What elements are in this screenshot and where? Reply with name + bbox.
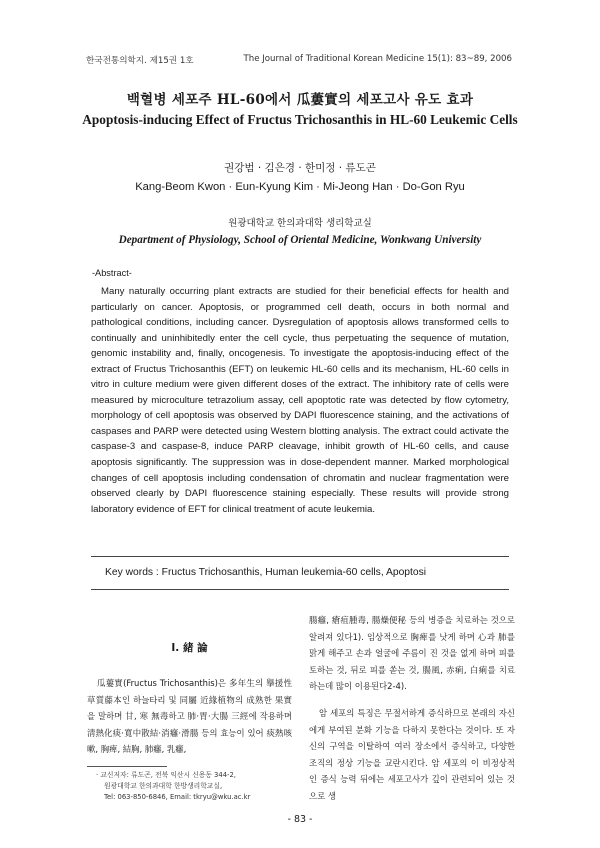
affiliation-korean: 원광대학교 한의과대학 생리학교실 [228,218,372,229]
right-column [309,612,515,815]
keywords-rule-top [91,556,509,557]
abstract-heading: -Abstract- [92,268,132,278]
authors-korean: 권강범 · 김은경 · 한미정 · 류도곤 [224,162,376,174]
keywords: Key words : Fructus Trichosanthis, Human leukemia-60 cells, Apoptosi [105,567,427,578]
affiliation-english: Department of Physiology, School of Oriental Medicine, Wonkwang University [118,234,482,246]
intro-paragraph-left: 瓜蔞實(Fructus Trichosanthis)은 多年生의 擧援性草質藤本인 하늘타리 및 同屬 近緣植物의 成熟한 果實을 말하며 甘, 寒 無毒하고 肺·胃·大腸 三經에 작용하며 淸熱化痰·寬中散結·消癰·滑腸 등의 효능이 있어 痰熱咳嗽, 胸痺, 結胸, 肺癰, 乳癰, [87,678,292,755]
footnote-rule [87,766,167,767]
running-header-korean: 한국전통의학지. 제15권 1호 [86,56,194,66]
section-heading-introduction: I. 緒 論 [171,642,208,654]
running-header-english: The Journal of Traditional Korean Medicine 15(1): 83~89, 2006 [243,54,512,64]
keywords-rule-bottom [91,589,509,590]
intro-paragraph-right-2: 암 세포의 특징은 무절서하게 증식하므로 본래의 자신에게 부여된 분화 기능을 다하지 못한다는 것이다. 또 자신의 구역을 이탈하여 여러 장소에서 증식하고, 다양한 조직의 정상 기능을 교란시킨다. 암 세포의 이 비정상적인 증식 능력 뒤에는 세포고사가 깊이 관련되어 있는 것으로 생 [309,707,515,801]
page-number: - 83 - [287,814,313,825]
title-english: Apoptosis-inducing Effect of Fructus Trichosanthis in HL-60 Leukemic Cells [82,112,518,127]
left-column [87,640,292,758]
intro-paragraph-right-1: 腸癰, 瘡疽腫毒, 腸燥便秘 등의 병증을 치료하는 것으로 알려져 있다1). 임상적으로 胸痺를 낫게 하며 心과 肺를 맑게 해주고 손과 얼굴에 주름이 진 것을 없게 하며 피를 토하는 것, 뒤로 피를 쏟는 것, 腸風, 赤痢, 白痢를 치료하는데 많이 이용된다2-4). [309,615,515,692]
footnote-line-1: · 교신저자: 류도곤, 전북 익산시 신용동 344-2, [96,771,236,779]
authors-english: Kang-Beom Kwon · Eun-Kyung Kim · Mi-Jeong Han · Do-Gon Ryu [135,181,465,193]
footnote-line-3: Tel: 063-850-6846, Email: tkryu@wku.ac.kr [104,792,251,801]
footnote [96,770,296,802]
abstract-body: Many naturally occurring plant extracts are studied for their beneficial effects for health and particularly on cancer. Apoptosis, or programmed cell death, occurs in both normal and pathological conditions, including cancer. Dysregulation of apoptosis allows transformed cells to continually and uninhibitedly enter the cell cycle, thus perpetuating the sequence of mutation, genomic instability and, finally, oncogenesis. To investigate the apoptosis-inducing effect of the extract of Fructus Trichosanthis (EFT) on leukemic HL-60 cells and its mechanism, HL-60 cells in vitro in culture medium were given different doses of the extract. The inhibitory rate of cells were measured by microculture tetrazolium assay, cell apoptotic rate was detected by flow cytometry, morphology of cell apoptosis was observed by DAPI fluorescence staining, and the activations of caspases and PARP were detected using Western blotting analysis. The extract could activate the caspase-3 and caspase-8, induce PARP cleavage, inhibit growth of HL-60 cells, and cause apoptosis significantly. The suppression was in dose-dependent manner. Marked morphological changes of cell apoptosis including condensation of chromatin and nuclear fragmentation were observed clearly by DAPI fluorescence staining especially. These results will provide strong laboratory evidence of EFT for clinical treatment of acute leukemia. [91,286,509,515]
title-korean: 백혈병 세포주 HL-60에서 瓜蔞實의 세포고사 유도 효과 [126,92,474,108]
footnote-line-2: 원광대학교 한의과대학 한방생리학교실, [104,781,223,790]
